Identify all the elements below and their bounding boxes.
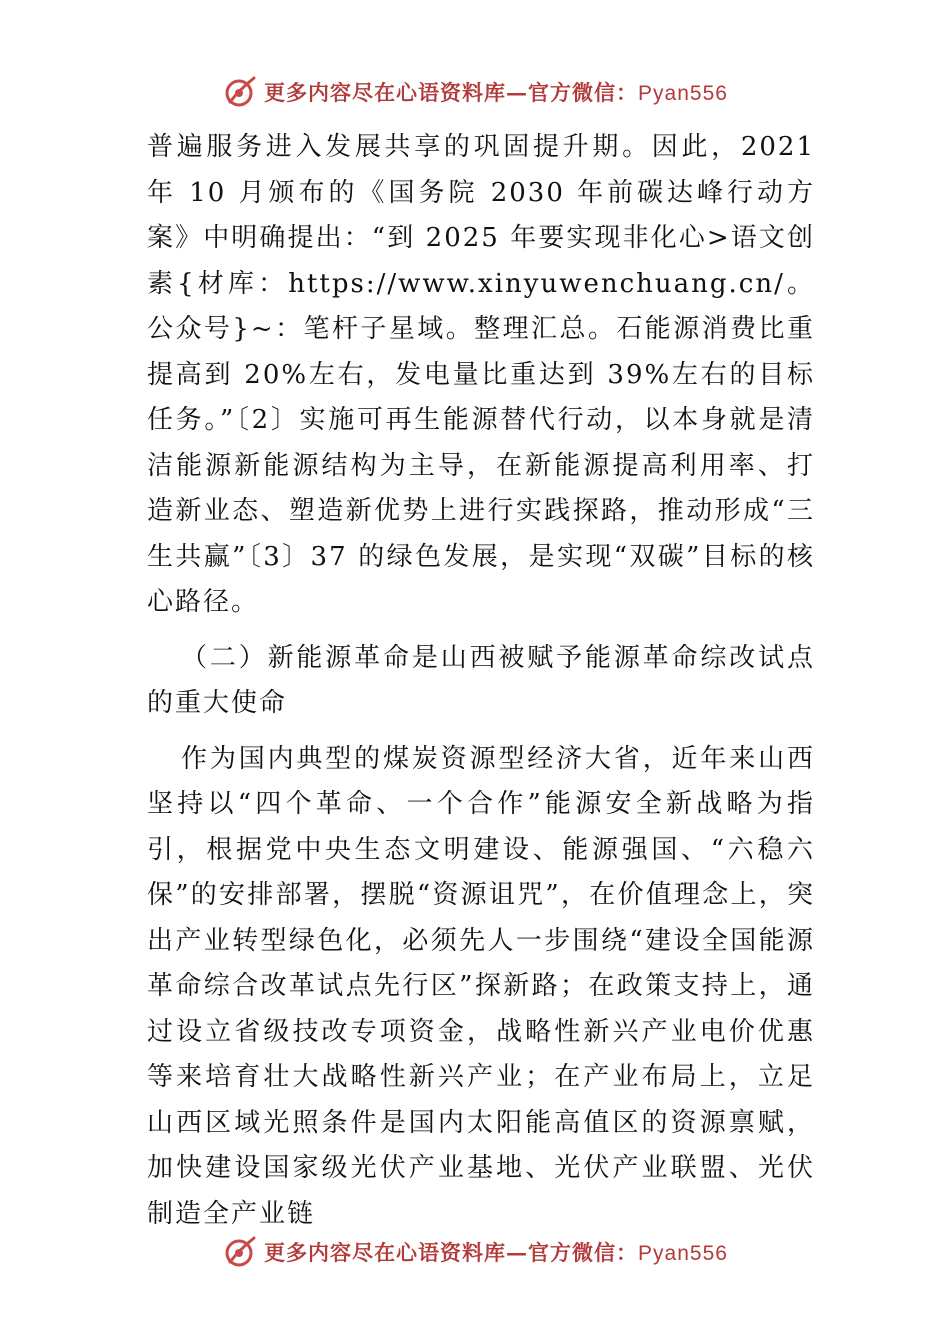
paragraph-1: 普遍服务进入发展共享的巩固提升期。因此，2021 年 10 月颁布的《国务院 2030 年前碳达峰行动方案》中明确提出：“到 2025 年要实现非化心>语文创素{材库：https://www.xinyuwenchuang.cn/。公众号}~：笔杆子星域。整理汇总。石能源消费比重提高到 20%左右，发电量比重达到 39%左右的目标任务。”〔2〕实施可再生能源替代行动，以本身就是清洁能源新能源结构为主导，在新能源提高利用率、打造新业态、塑造新优势上进行实践探路，推动形成“三生共赢”〔3〕37 的绿色发展，是实现“双碳”目标的核心路径。: [147, 132, 815, 617]
paragraph-2: 作为国内典型的煤炭资源型经济大省，近年来山西坚持以“四个革命、一个合作”能源安全新战略为指引，根据党中央生态文明建设、能源强国、“六稳六保”的安排部署，摆脱“资源诅咒”，在价值理念上，突出产业转型绿色化，必须先人一步围绕“建设全国能源革命综合改革试点先行区”探新路；在政策支持上，通过设立省级技改专项资金，战略性新兴产业电价优惠等来培育壮大战略性新兴产业；在产业布局上，立足山西区域光照条件是国内太阳能高值区的资源禀赋，加快建设国家级光伏产业基地、光伏产业联盟、光伏制造全产业链: [147, 743, 815, 1229]
footer-banner: [0, 1232, 950, 1272]
header-wechat-id: Pyan556: [638, 82, 728, 105]
footer-wechat-id: Pyan556: [638, 1242, 728, 1265]
footer-banner-label: 更多内容尽在心语资料库—官方微信：: [264, 1240, 639, 1265]
footer-banner-text: [264, 1237, 728, 1267]
brush-logo-icon: [222, 74, 258, 110]
header-banner-text: [264, 77, 728, 107]
header-banner: [0, 72, 950, 112]
brush-logo-icon: [222, 1234, 258, 1270]
document-body: [147, 125, 815, 1237]
section-heading: （二）新能源革命是山西被赋予能源革命综改试点的重大使命: [147, 642, 815, 718]
header-banner-label: 更多内容尽在心语资料库—官方微信：: [264, 80, 639, 105]
